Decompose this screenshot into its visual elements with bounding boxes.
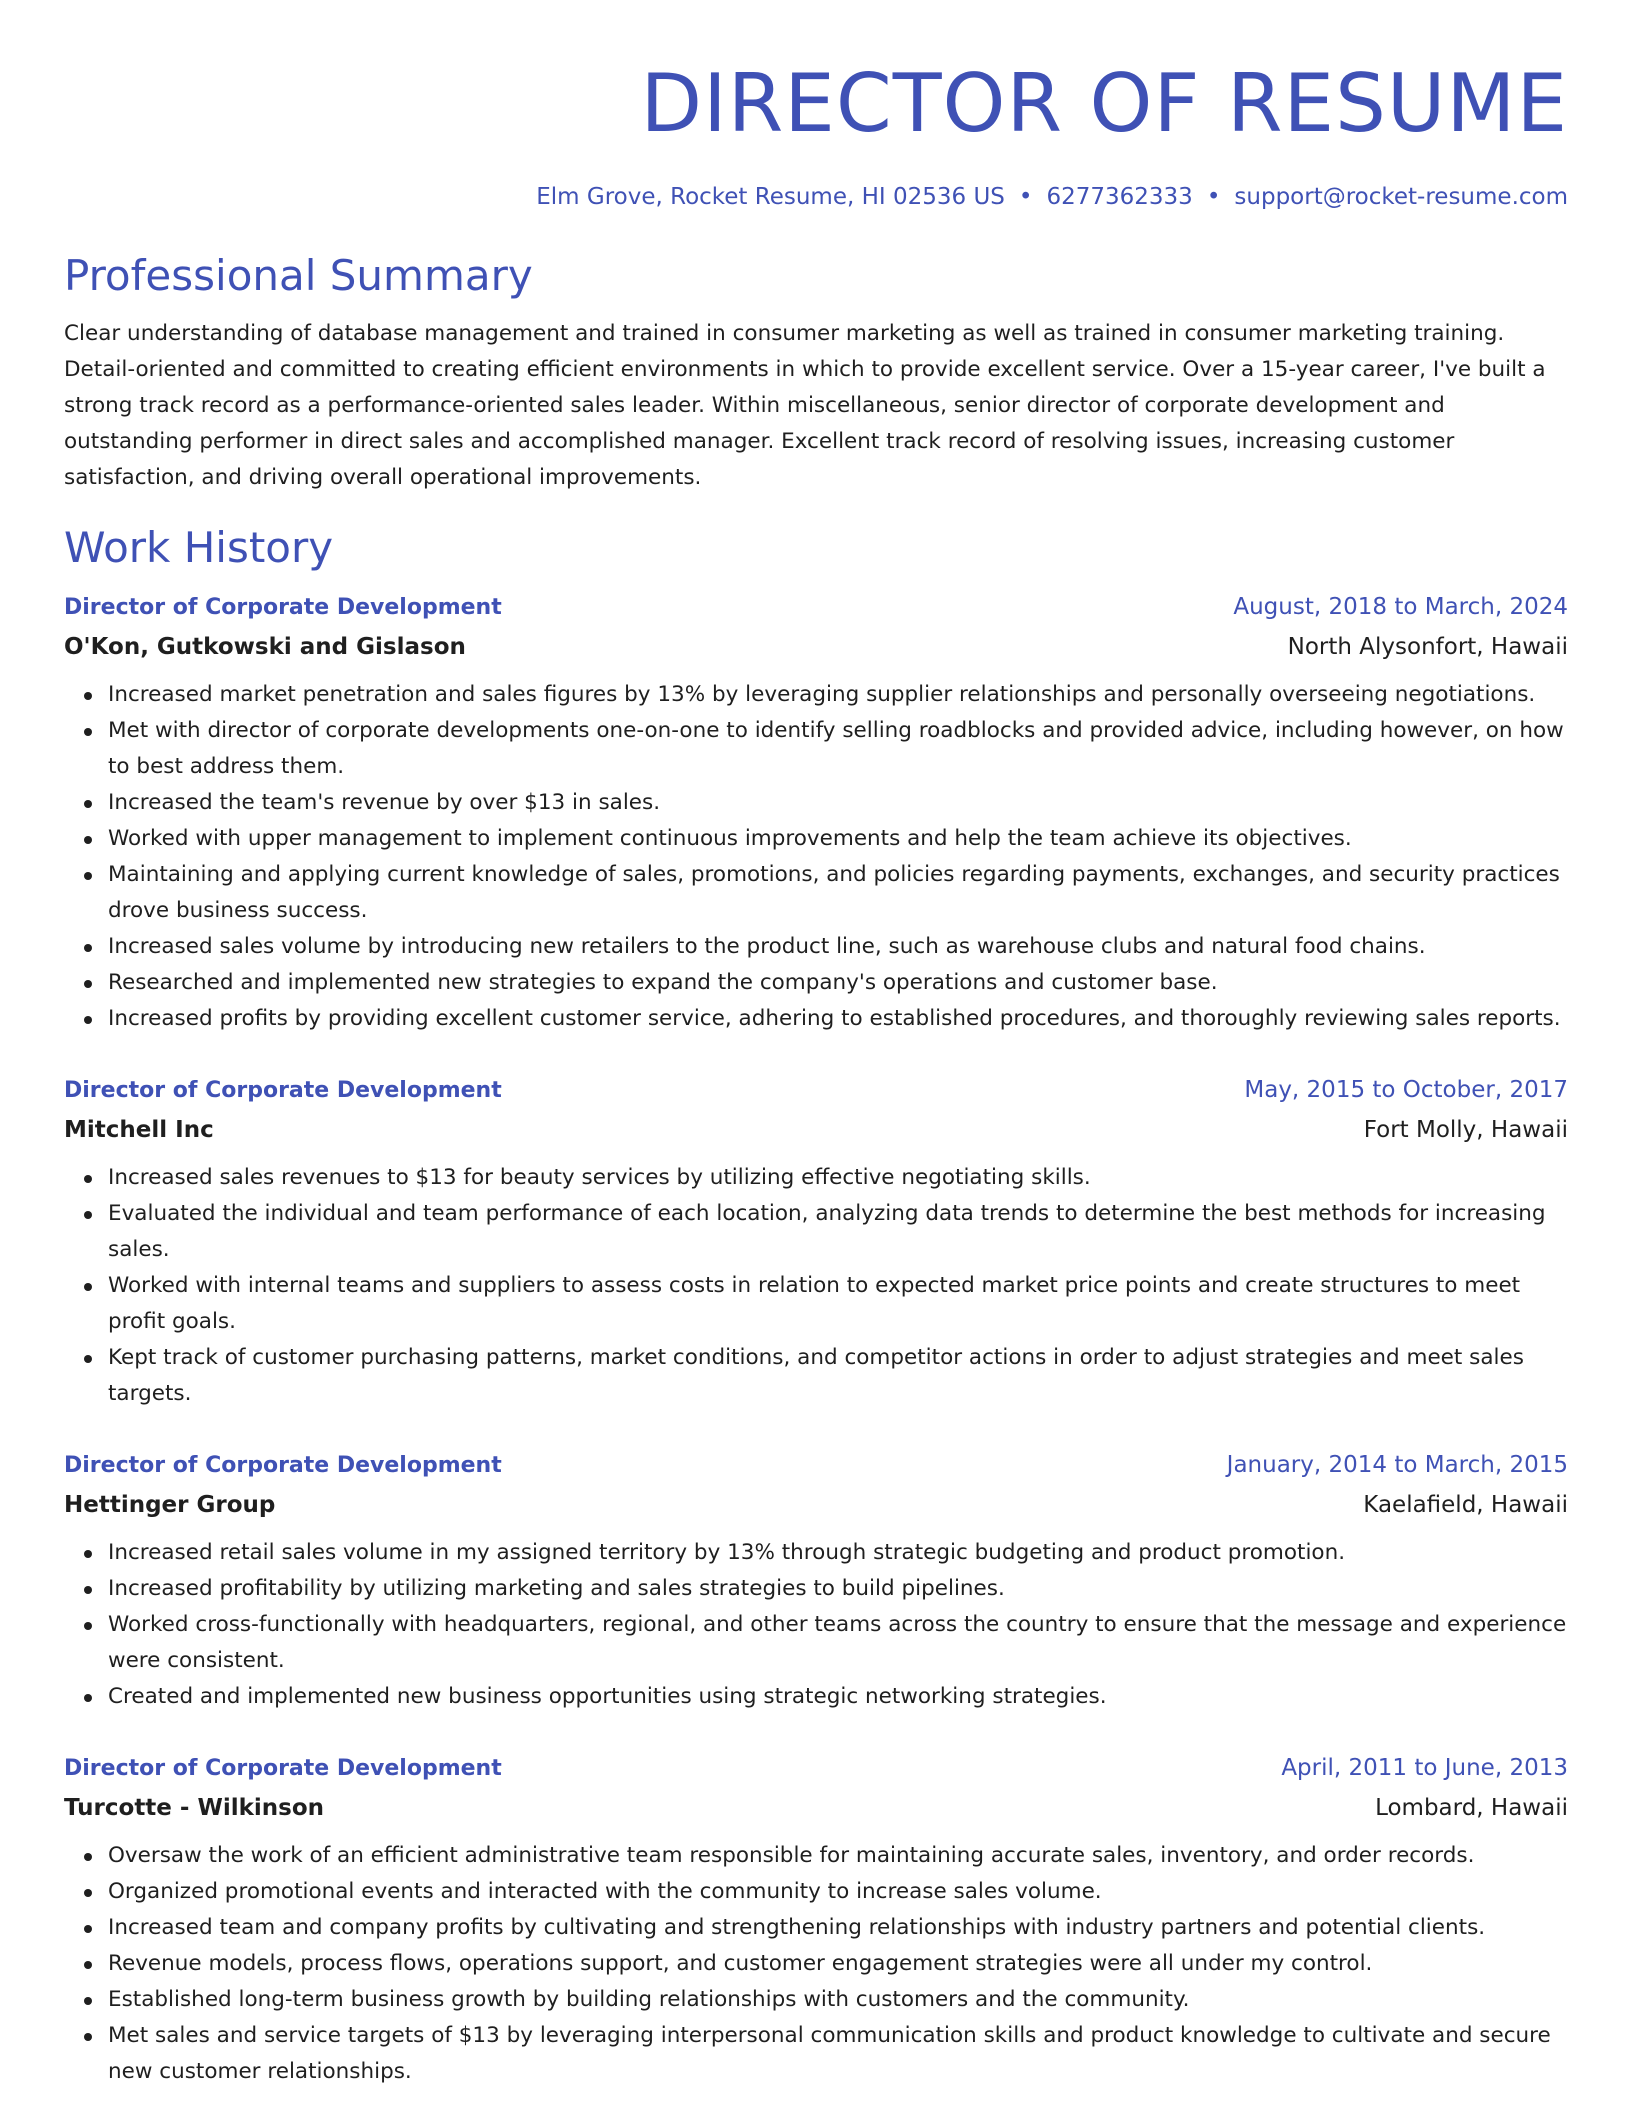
job-bullet: Created and implemented new business opportunities using strategic networking strategies. (108, 1679, 1568, 1715)
job-entry (64, 1749, 1568, 2090)
job-title: Director of Corporate Development (64, 1078, 502, 1103)
job-bullet: Increased team and company profits by cultivating and strengthening relationships with industry partners and potential clients. (108, 1910, 1568, 1946)
job-bullet: Kept track of customer purchasing patterns, market conditions, and competitor actions in order to adjust strategies and meet sales targets. (108, 1340, 1568, 1412)
job-location: Kaelafield, Hawaii (1363, 1492, 1568, 1518)
contact-separator: • (1018, 184, 1033, 210)
job-bullet: Evaluated the individual and team performance of each location, analyzing data trends to determine the best methods for increasing sales. (108, 1196, 1568, 1268)
work-history-heading: Work History (64, 523, 334, 572)
job-title: Director of Corporate Development (64, 1453, 502, 1478)
job-title-row (64, 1446, 1568, 1485)
job-bullet-list (64, 1535, 1568, 1715)
job-location: Fort Molly, Hawaii (1363, 1117, 1568, 1143)
job-dates: August, 2018 to March, 2024 (1233, 594, 1568, 620)
job-bullet: Researched and implemented new strategies to expand the company's operations and customer base. (108, 965, 1568, 1001)
job-company-row (64, 1485, 1568, 1525)
job-bullet: Maintaining and applying current knowledge of sales, promotions, and policies regarding payments, exchanges, and security practices drove business success. (108, 857, 1568, 929)
job-bullet: Increased sales revenues to $13 for beauty services by utilizing effective negotiating skills. (108, 1160, 1568, 1196)
job-entry (64, 1446, 1568, 1715)
job-bullet: Increased the team's revenue by over $13 in sales. (108, 785, 1568, 821)
job-bullet: Increased profitability by utilizing marketing and sales strategies to build pipelines. (108, 1571, 1568, 1607)
company-name: Hettinger Group (64, 1492, 276, 1518)
job-bullet: Oversaw the work of an efficient administrative team responsible for maintaining accurate sales, inventory, and order records. (108, 1838, 1568, 1874)
contact-separator: • (1206, 184, 1221, 210)
job-title-row (64, 588, 1568, 627)
address-text: Elm Grove, Rocket Resume, HI 02536 US (536, 184, 1005, 210)
job-title-row (64, 1071, 1568, 1110)
job-entry (64, 588, 1568, 1037)
job-bullet: Met with director of corporate developments one-on-one to identify selling roadblocks and provided advice, including however, on how to best address them. (108, 713, 1568, 785)
company-name: O'Kon, Gutkowski and Gislason (64, 634, 466, 660)
job-title-row (64, 1749, 1568, 1788)
job-bullet: Met sales and service targets of $13 by leveraging interpersonal communication skills and product knowledge to cultivate and secure new customer relationships. (108, 2018, 1568, 2090)
job-bullet-list (64, 677, 1568, 1037)
job-bullet: Increased sales volume by introducing new retailers to the product line, such as warehouse clubs and natural food chains. (108, 929, 1568, 965)
job-bullet: Organized promotional events and interacted with the community to increase sales volume. (108, 1874, 1568, 1910)
job-bullet-list (64, 1838, 1568, 2090)
job-entry (64, 1071, 1568, 1412)
job-dates: April, 2011 to June, 2013 (1281, 1755, 1568, 1781)
job-bullet: Worked cross-functionally with headquarters, regional, and other teams across the country to ensure that the message and experience were consistent. (108, 1607, 1568, 1679)
job-dates: May, 2015 to October, 2017 (1244, 1077, 1568, 1103)
phone-text: 6277362333 (1046, 184, 1193, 210)
company-name: Turcotte - Wilkinson (64, 1795, 325, 1821)
job-title: Director of Corporate Development (64, 595, 502, 620)
job-company-row (64, 1110, 1568, 1150)
job-bullet: Increased retail sales volume in my assigned territory by 13% through strategic budgeting and product promotion. (108, 1535, 1568, 1571)
job-location: North Alysonfort, Hawaii (1287, 634, 1568, 660)
job-company-row (64, 627, 1568, 667)
job-bullet: Increased market penetration and sales figures by 13% by leveraging supplier relationships and personally overseeing negotiations. (108, 677, 1568, 713)
job-bullet: Revenue models, process flows, operations support, and customer engagement strategies were all under my control. (108, 1946, 1568, 1982)
job-dates: January, 2014 to March, 2015 (1226, 1452, 1568, 1478)
summary-text: Clear understanding of database management and trained in consumer marketing as well as trained in consumer marketing training. Detail-oriented and committed to creating efficient environments in which to provide excellent service. Over a 15-year career, I've built a strong track record as a performance-oriented sales leader. Within miscellaneous, senior director of corporate development and outstanding performer in direct sales and accomplished manager. Excellent track record of resolving issues, increasing customer satisfaction, and driving overall operational improvements. (64, 321, 1546, 490)
job-bullet: Increased profits by providing excellent customer service, adhering to established procedures, and thoroughly reviewing sales reports. (108, 1001, 1568, 1037)
job-company-row (64, 1788, 1568, 1828)
summary-heading: Professional Summary (64, 251, 533, 300)
resume-header (64, 0, 1568, 212)
candidate-name: DIRECTOR OF RESUME (640, 57, 1568, 150)
job-bullet-list (64, 1160, 1568, 1412)
work-history-list (64, 588, 1568, 2090)
job-bullet: Worked with internal teams and suppliers to assess costs in relation to expected market price points and create structures to meet profit goals. (108, 1268, 1568, 1340)
job-title: Director of Corporate Development (64, 1756, 502, 1781)
email-text: support@rocket-resume.com (1234, 184, 1568, 210)
job-bullet: Worked with upper management to implement continuous improvements and help the team achieve its objectives. (108, 821, 1568, 857)
job-bullet: Established long-term business growth by building relationships with customers and the community. (108, 1982, 1568, 2018)
contact-line (64, 182, 1568, 212)
job-location: Lombard, Hawaii (1375, 1795, 1568, 1821)
company-name: Mitchell Inc (64, 1117, 214, 1143)
